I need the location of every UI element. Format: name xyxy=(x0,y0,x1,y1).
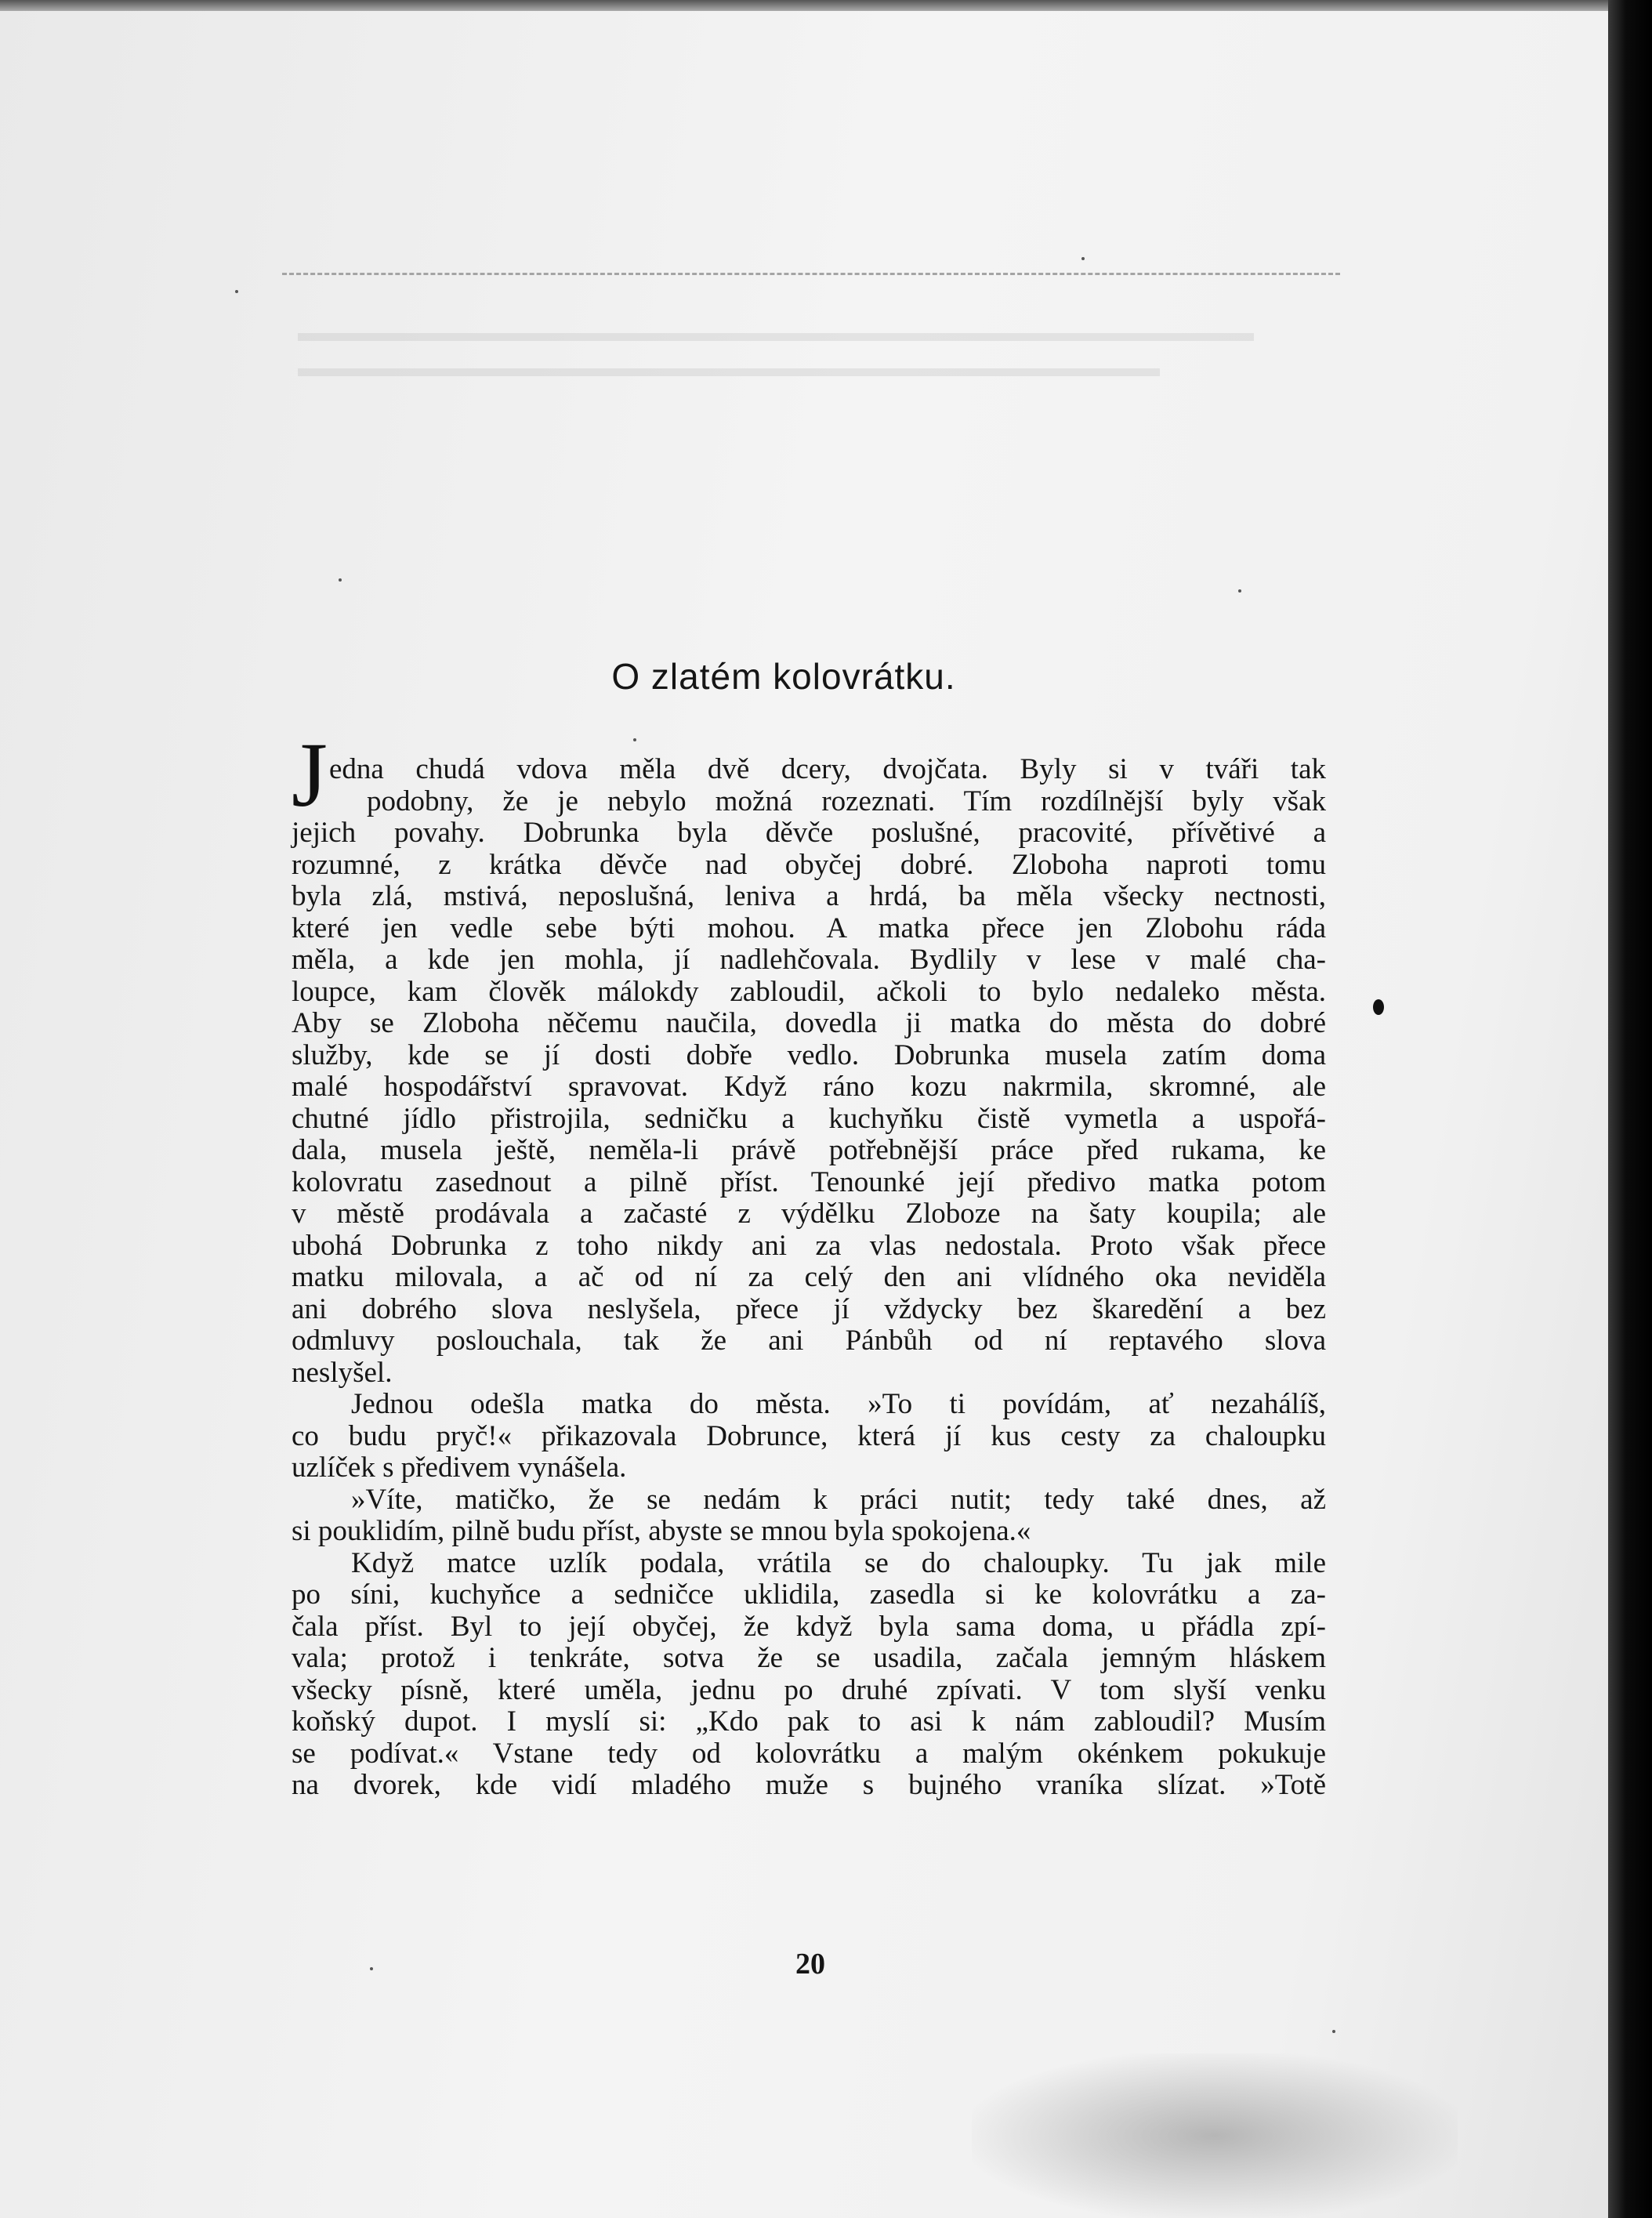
text-line: se podívat.« Vstane tedy od kolovrátku a malým okénkem pokukuje xyxy=(292,1737,1326,1770)
bleed-through-rule xyxy=(282,273,1340,275)
text-line: jejich povahy. Dobrunka byla děvče poslušné, pracovité, přívětivé a xyxy=(292,817,1326,849)
text-line: neslyšel. xyxy=(292,1356,393,1389)
text-line: Jednou odešla matka do města. »To ti povídám, ať nezahálíš, xyxy=(351,1388,1326,1420)
text-line: v městě prodávala a začasté z výdělku Zloboze na šaty koupila; ale xyxy=(292,1198,1326,1230)
text-line: měla, a kde jen mohla, jí nadlehčovala. Bydlily v lese v malé cha- xyxy=(292,944,1326,976)
text-line: koňský dupot. I myslí si: „Kdo pak to asi k nám zabloudil? Musím xyxy=(292,1705,1326,1738)
text-line: uzlíček s předivem vynášela. xyxy=(292,1451,627,1484)
text-line: loupce, kam člověk málokdy zabloudil, ačkoli to bylo nedaleko města. xyxy=(292,975,1326,1008)
text-line: po síni, kuchyňce a sedničce uklidila, zasedla si ke kolovrátku a za- xyxy=(292,1578,1326,1611)
text-line: které jen vedle sebe býti mohou. A matka přece jen Zlobohu ráda xyxy=(292,911,1326,944)
drop-cap: J xyxy=(292,723,328,826)
text-line: čala příst. Byl to její obyčej, že když byla sama doma, u přádla zpí- xyxy=(292,1610,1326,1643)
text-line: ubohá Dobrunka z toho nikdy ani za vlas nedostala. Proto však přece xyxy=(292,1229,1326,1262)
text-line: chutné jídlo přistrojila, sedničku a kuchyňku čistě vymetla a uspořá- xyxy=(292,1102,1326,1135)
text-line: odmluvy poslouchala, tak že ani Pánbůh od ní reptavého slova xyxy=(292,1325,1326,1357)
text-line: edna chudá vdova měla dvě dcery, dvojčata. Byly si v tváři tak xyxy=(329,753,1326,785)
text-line: malé hospodářství spravovat. Když ráno kozu nakrmila, skromné, ale xyxy=(292,1071,1326,1103)
text-line: »Víte, matičko, že se nedám k práci nutit; tedy také dnes, až xyxy=(351,1483,1326,1516)
body-text xyxy=(292,754,1326,1802)
text-line: podobny, že je nebylo možná rozeznati. Tím rozdílnější byly však xyxy=(367,785,1326,817)
text-line: na dvorek, kde vidí mladého muže s bujného vraníka slízat. »Totě xyxy=(292,1769,1326,1801)
chapter-title: O zlatém kolovrátku. xyxy=(611,656,956,697)
text-line: služby, kde se jí dosti dobře vedlo. Dobrunka musela zatím doma xyxy=(292,1038,1326,1071)
text-line: byla zlá, mstivá, neposlušná, leniva a hrdá, ba měla všecky nectnosti, xyxy=(292,880,1326,912)
text-line: ani dobrého slova neslyšela, přece jí vždycky bez škaredění a bez xyxy=(292,1292,1326,1325)
scan-speck xyxy=(633,738,636,741)
scan-speck xyxy=(1238,589,1241,593)
text-line: rozumné, z krátka děvče nad obyčej dobré. Zloboha naproti tomu xyxy=(292,848,1326,881)
scan-speck xyxy=(235,290,238,293)
text-line: kolovratu zasednout a pilně příst. Tenounké její předivo matka potom xyxy=(292,1165,1326,1198)
scan-smudge xyxy=(972,2053,1458,2218)
text-line: si pouklidím, pilně budu příst, abyste se mnou byla spokojena.« xyxy=(292,1515,1031,1547)
text-line: matku milovala, a ač od ní za celý den ani vlídného oka neviděla xyxy=(292,1261,1326,1293)
scan-speck xyxy=(1081,257,1085,260)
page-binding-edge xyxy=(1608,0,1652,2218)
text-line: vala; protož i tenkráte, sotva že se usadila, začala jemným hláskem xyxy=(292,1642,1326,1674)
margin-ink-dot xyxy=(1373,999,1384,1015)
page-top-edge xyxy=(0,0,1652,11)
text-line: co budu pryč!« přikazovala Dobrunce, která jí kus cesty za chaloupku xyxy=(292,1419,1326,1452)
text-line: všecky písně, které uměla, jednu po druhé zpívati. V tom slyší venku xyxy=(292,1673,1326,1706)
text-line: Když matce uzlík podala, vrátila se do chaloupky. Tu jak mile xyxy=(351,1546,1326,1579)
bleed-through-text xyxy=(298,333,1254,341)
scan-speck xyxy=(1332,2030,1335,2033)
bleed-through-text xyxy=(298,368,1160,376)
text-line: dala, musela ještě, neměla-li právě potřebnější práce před rukama, ke xyxy=(292,1134,1326,1166)
scan-speck xyxy=(339,578,342,582)
text-line: Aby se Zloboha něčemu naučila, dovedla ji matka do města do dobré xyxy=(292,1007,1326,1039)
page-number: 20 xyxy=(795,1948,825,1981)
